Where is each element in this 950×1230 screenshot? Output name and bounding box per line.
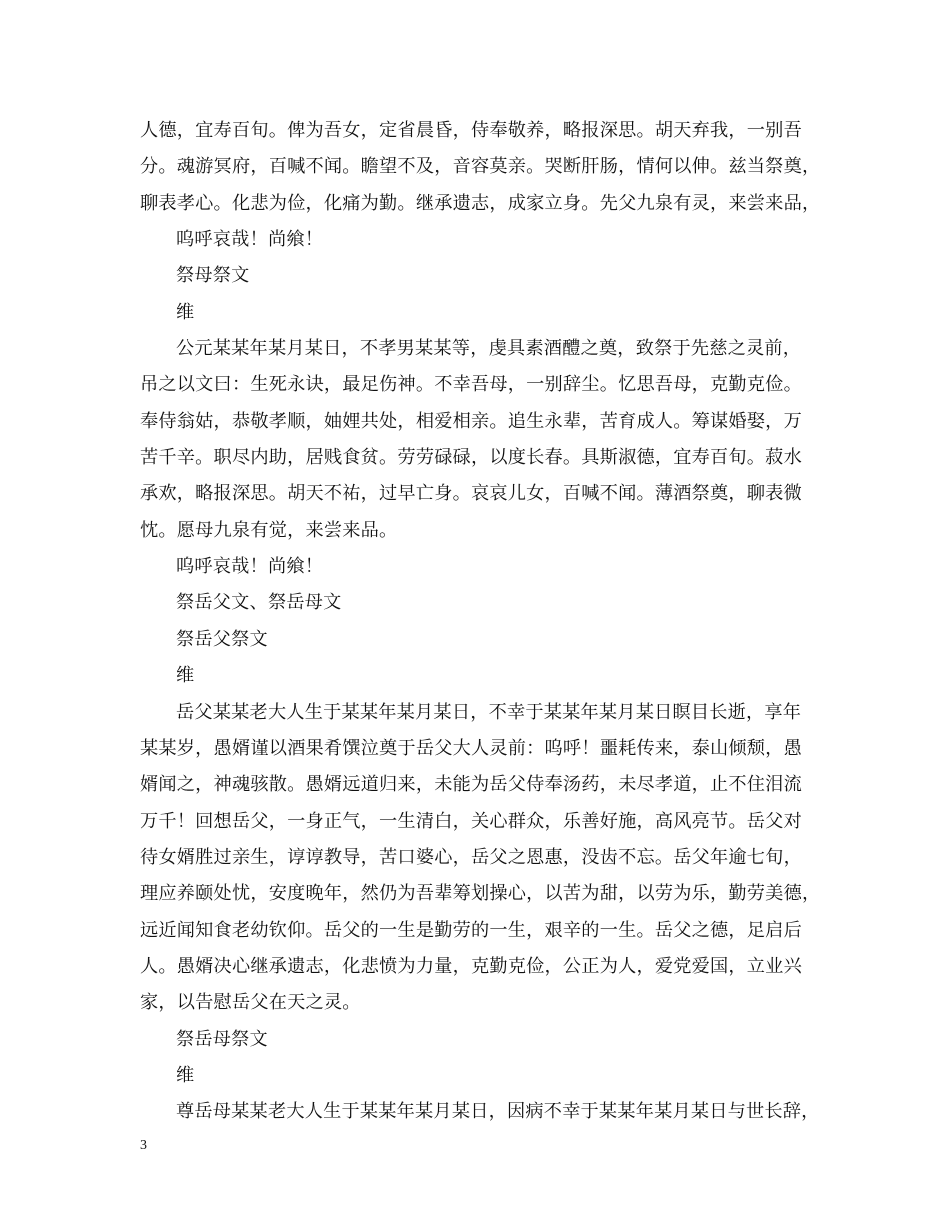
text-line xyxy=(140,949,830,985)
text-line-content: 维 xyxy=(176,1064,195,1086)
text-line-content: 远近闻知食老幼钦仰。岳父的一生是勤劳的一生，艰辛的一生。岳父之德，足启后 xyxy=(140,919,802,941)
text-line-content: 奉侍翁姑，恭敬孝顺，妯娌共处，相爱相亲。追生永辈，苦育成人。筹谋婚娶，万 xyxy=(140,410,802,432)
text-line xyxy=(140,876,830,912)
text-line-content: 聊表孝心。化悲为俭，化痛为勤。继承遗志，成家立身。先父九泉有灵，来尝来品， xyxy=(140,192,821,214)
heading-text: 祭母祭文 xyxy=(176,265,250,287)
text-line-content: 吊之以文曰：生死永诀，最足伤神。不幸吾母，一别辞尘。忆思吾母，克勤克俭。 xyxy=(140,374,802,396)
text-line xyxy=(140,186,830,222)
heading-text: 祭岳母祭文 xyxy=(176,1028,268,1050)
paragraph-start xyxy=(140,331,830,367)
text-line xyxy=(140,513,830,549)
heading-text: 祭岳父祭文 xyxy=(176,628,268,650)
text-line-content: 苦千辛。职尽内助，居贱食贫。劳劳碌碌，以度长春。具斯淑德，宜寿百旬。菽水 xyxy=(140,447,802,469)
section-heading xyxy=(140,585,830,621)
section-heading xyxy=(140,1022,830,1058)
text-line xyxy=(140,440,830,476)
closing-line xyxy=(140,222,830,258)
page-number: 3 xyxy=(140,1138,147,1153)
text-line-content: 人。愚婿决心继承遗志，化悲愤为力量，克勤克俭，公正为人，爱党爱国，立业兴 xyxy=(140,955,802,977)
text-line-content: 某某岁，愚婿谨以酒果肴馔泣奠于岳父大人灵前：呜呼！噩耗传来，泰山倾颓，愚 xyxy=(140,737,802,759)
text-line xyxy=(140,1058,830,1094)
text-line-content: 家，以告慰岳父在天之灵。 xyxy=(140,992,361,1014)
text-line-content: 尊岳母某某老大人生于某某年某月某日，因病不幸于某某年某月某日与世长辞， xyxy=(176,1101,820,1123)
text-line xyxy=(140,767,830,803)
text-line xyxy=(140,658,830,694)
text-line xyxy=(140,476,830,512)
text-line xyxy=(140,295,830,331)
text-line-content: 分。魂游冥府，百喊不闻。瞻望不及，音容莫亲。哭断肝肠，情何以伸。兹当祭奠， xyxy=(140,156,821,178)
text-line xyxy=(140,367,830,403)
text-line-content: 待女婿胜过亲生，谆谆教导，苦口婆心，岳父之恩惠，没齿不忘。岳父年逾七旬， xyxy=(140,846,802,868)
text-line xyxy=(140,913,830,949)
text-line-content: 忱。愿母九泉有觉，来尝来品。 xyxy=(140,519,398,541)
text-line xyxy=(140,731,830,767)
text-line xyxy=(140,985,830,1021)
text-line xyxy=(140,404,830,440)
text-line-content: 承欢，略报深思。胡天不祐，过早亡身。哀哀儿女，百喊不闻。薄酒祭奠，聊表微 xyxy=(140,483,802,505)
paragraph-start xyxy=(140,695,830,731)
text-line-content: 公元某某年某月某日，不孝男某某等，虔具素酒醴之奠，致祭于先慈之灵前， xyxy=(176,338,802,360)
text-line-content: 理应养颐处忧，安度晚年，然仍为吾辈筹划操心，以苦为甜，以劳为乐，勤劳美德， xyxy=(140,883,821,905)
text-line-content: 岳父某某老大人生于某某年某月某日，不幸于某某年某月某日瞑目长逝，享年 xyxy=(176,701,802,723)
text-line xyxy=(140,149,830,185)
text-line xyxy=(140,840,830,876)
text-line-content: 呜呼哀哉！尚飨！ xyxy=(176,229,324,251)
section-heading xyxy=(140,258,830,294)
closing-line xyxy=(140,549,830,585)
text-line-content: 维 xyxy=(176,665,195,687)
text-line-content: 万千！回想岳父，一身正气，一生清白，关心群众，乐善好施，高风亮节。岳父对 xyxy=(140,810,802,832)
text-line xyxy=(140,804,830,840)
document-body xyxy=(140,113,830,1131)
section-heading xyxy=(140,622,830,658)
text-line-content: 呜呼哀哉！尚飨！ xyxy=(176,556,324,578)
heading-text: 祭岳父文、祭岳母文 xyxy=(176,592,342,614)
text-line-content: 婿闻之，神魂骇散。愚婿远道归来，未能为岳父侍奉汤药，未尽孝道，止不住泪流 xyxy=(140,774,802,796)
text-line-content: 维 xyxy=(176,301,195,323)
paragraph-start xyxy=(140,1094,830,1130)
text-line xyxy=(140,113,830,149)
text-line-content: 人德，宜寿百旬。俾为吾女，定省晨昏，侍奉敬养，略报深思。胡天弃我，一别吾 xyxy=(140,120,802,141)
